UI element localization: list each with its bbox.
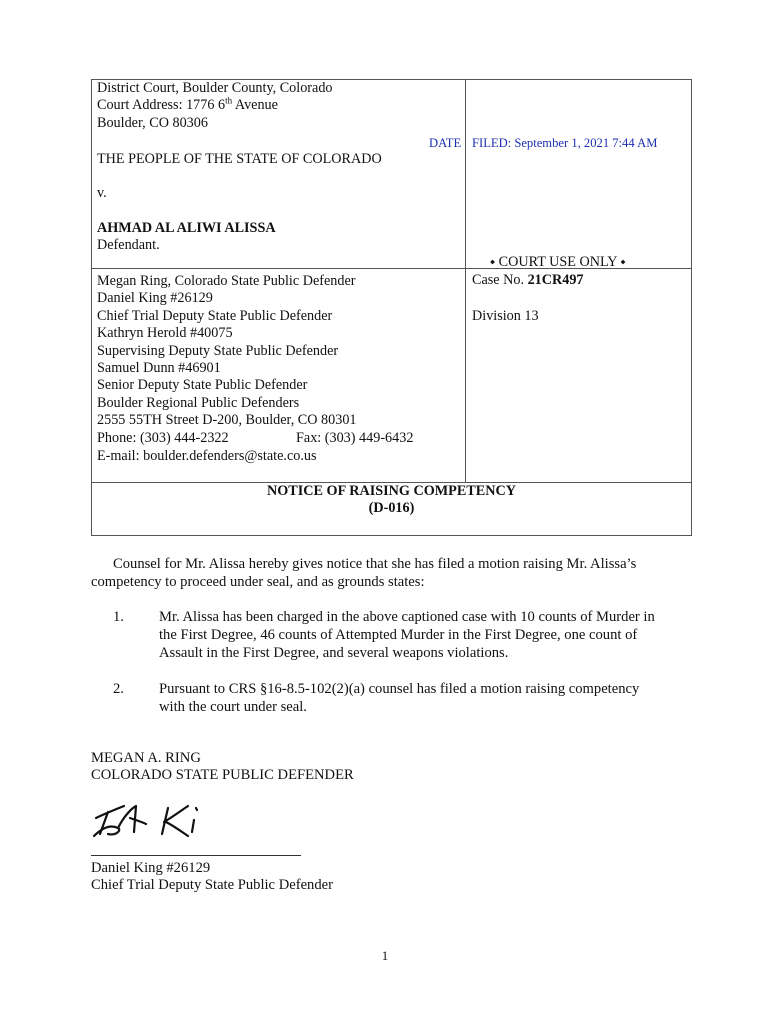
counsel-line: Samuel Dunn #46901 [97,360,221,376]
item-line: the First Degree, 46 counts of Attempted Murder in the First Degree, one count of [159,627,638,643]
counsel-line: Kathryn Herold #40075 [97,325,233,341]
item-line: Assault in the First Degree, and several weapons violations. [159,645,509,661]
document-code: (D-016) [368,500,415,516]
filed-stamp: FILED: September 1, 2021 7:44 AM [472,136,658,150]
case-number: Case No. 21CR497 [472,272,584,288]
court-use-only: ⬩ COURT USE ONLY ⬩ [490,254,626,270]
signature-name: MEGAN A. RING [91,750,201,766]
counsel-line: Megan Ring, Colorado State Public Defender [97,273,356,289]
item-line: Mr. Alissa has been charged in the above captioned case with 10 counts of Murder in [159,609,655,625]
defendant-label: Defendant. [97,237,160,253]
document-title: NOTICE OF RAISING COMPETENCY [267,483,516,499]
counsel-line: Supervising Deputy State Public Defender [97,343,339,359]
plaintiff: THE PEOPLE OF THE STATE OF COLORADO [97,151,382,167]
signer-title: Chief Trial Deputy State Public Defender [91,877,333,893]
counsel-line: Senior Deputy State Public Defender [97,377,308,393]
court-name: District Court, Boulder County, Colorado [97,80,333,96]
court-address: Court Address: 1776 6th Avenue [97,95,278,113]
versus: v. [97,185,107,201]
counsel-fax: Fax: (303) 449-6432 [296,430,414,446]
defendant-name: AHMAD AL ALIWI ALISSA [97,220,276,236]
item-line: with the court under seal. [159,699,307,715]
item-number: 2. [113,681,124,697]
signature-office: COLORADO STATE PUBLIC DEFENDER [91,767,354,783]
counsel-line: Boulder Regional Public Defenders [97,395,300,411]
signature-line [91,855,301,856]
caption-divider-vertical [465,79,466,482]
counsel-line: 2555 55TH Street D-200, Boulder, CO 80301 [97,412,357,428]
handwritten-signature [90,798,215,846]
signer-name: Daniel King #26129 [91,860,211,876]
counsel-phone: Phone: (303) 444-2322 [97,430,229,446]
division: Division 13 [472,308,539,324]
page-number: 1 [381,948,389,963]
item-line: Pursuant to CRS §16-8.5-102(2)(a) counsel has filed a motion raising competency [159,681,640,697]
counsel-line: Chief Trial Deputy State Public Defender [97,308,333,324]
intro-line: competency to proceed under seal, and as grounds states: [91,574,425,590]
item-number: 1. [113,609,124,625]
counsel-line: Daniel King #26129 [97,290,213,306]
filed-date-label: DATE [429,136,462,150]
court-city: Boulder, CO 80306 [97,115,208,131]
intro-line: Counsel for Mr. Alissa hereby gives notice that she has filed a motion raising Mr. Alissa’s [113,556,637,572]
counsel-email: E-mail: boulder.defenders@state.co.us [97,448,317,464]
